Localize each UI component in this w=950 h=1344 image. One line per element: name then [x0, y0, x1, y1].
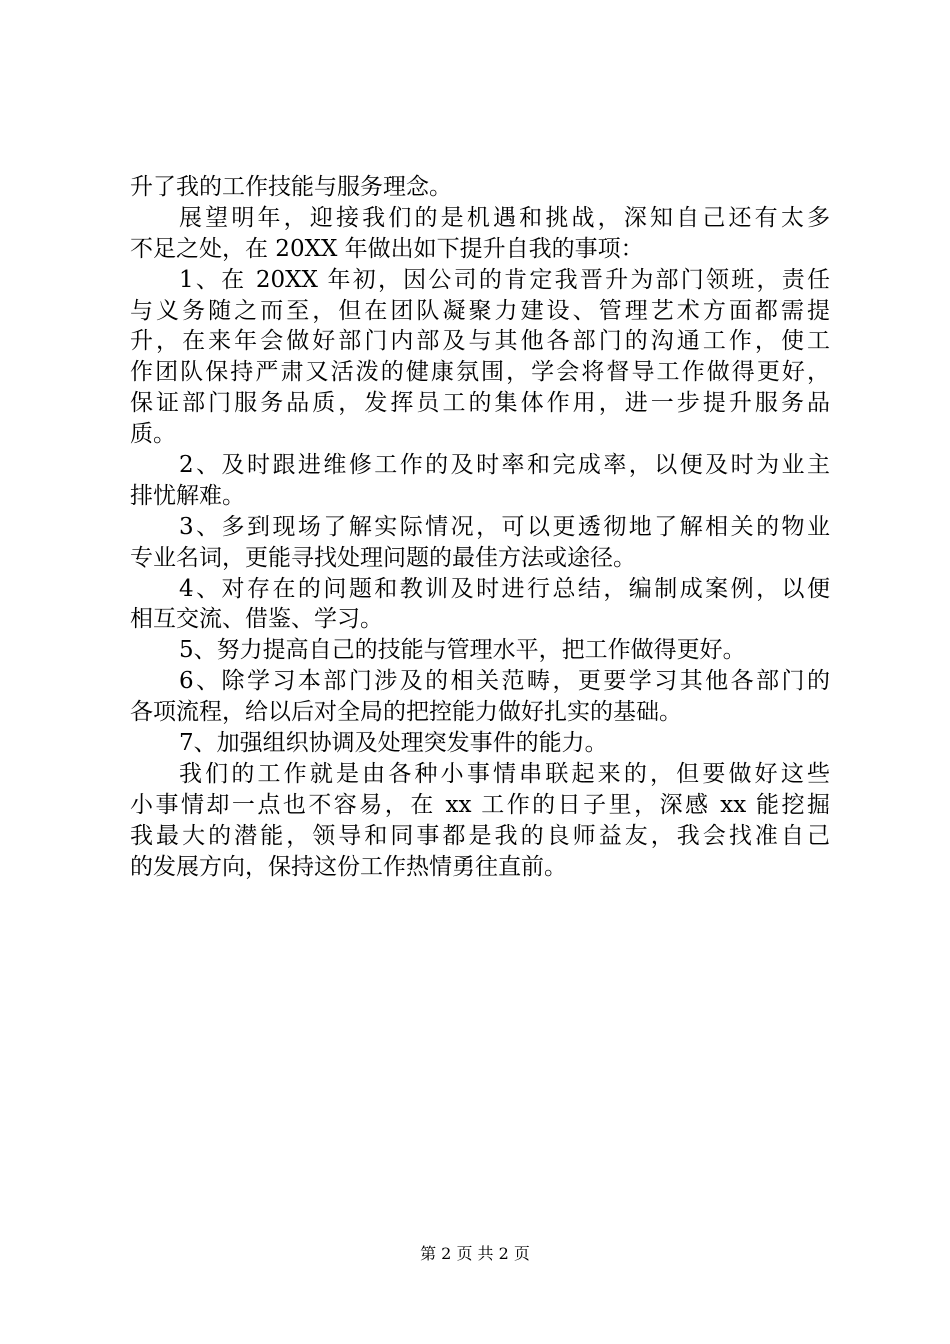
text-line: 3、多到现场了解实际情况，可以更透彻地了解相关的物业	[179, 513, 830, 540]
text-line: 保证部门服务品质，发挥员工的集体作用，进一步提升服务品	[130, 390, 830, 417]
text-line: 不足之处，在 20XX 年做出如下提升自我的事项：	[130, 235, 644, 262]
text-line: 小事情却一点也不容易，在 xx 工作的日子里，深感 xx 能挖掘	[130, 791, 830, 818]
text-line: 2、及时跟进维修工作的及时率和完成率，以便及时为业主	[179, 452, 830, 479]
text-line: 6、除学习本部门涉及的相关范畴，更要学习其他各部门的	[179, 668, 830, 695]
page-footer: 第 2 页 共 2 页	[420, 1244, 530, 1263]
text-line: 作团队保持严肃又活泼的健康氛围，学会将督导工作做得更好，	[130, 359, 830, 386]
text-line: 与义务随之而至，但在团队凝聚力建设、管理艺术方面都需提	[130, 297, 830, 324]
text-line: 专业名词，更能寻找处理问题的最佳方法或途径。	[130, 544, 636, 571]
text-line: 升，在来年会做好部门内部及与其他各部门的沟通工作，使工	[130, 328, 830, 355]
text-line: 展望明年，迎接我们的是机遇和挑战，深知自己还有太多	[179, 204, 830, 231]
text-line: 的发展方向，保持这份工作热情勇往直前。	[130, 853, 567, 880]
text-line: 4、对存在的问题和教训及时进行总结，编制成案例，以便	[179, 575, 830, 602]
document-body	[130, 172, 830, 882]
text-line: 1、在 20XX 年初，因公司的肯定我晋升为部门领班，责任	[179, 266, 830, 293]
text-line: 各项流程，给以后对全局的把控能力做好扎实的基础。	[130, 699, 682, 726]
text-line: 升了我的工作技能与服务理念。	[130, 174, 452, 200]
text-line: 5、努力提高自己的技能与管理水平，把工作做得更好。	[179, 637, 746, 664]
text-line: 排忧解难。	[130, 482, 245, 509]
text-line: 我们的工作就是由各种小事情串联起来的，但要做好这些	[179, 760, 830, 787]
text-line: 相互交流、借鉴、学习。	[130, 606, 383, 633]
text-line: 我最大的潜能，领导和同事都是我的良师益友，我会找准自己	[130, 822, 830, 849]
text-line: 7、加强组织协调及处理突发事件的能力。	[179, 730, 608, 757]
text-line: 质。	[130, 421, 176, 448]
